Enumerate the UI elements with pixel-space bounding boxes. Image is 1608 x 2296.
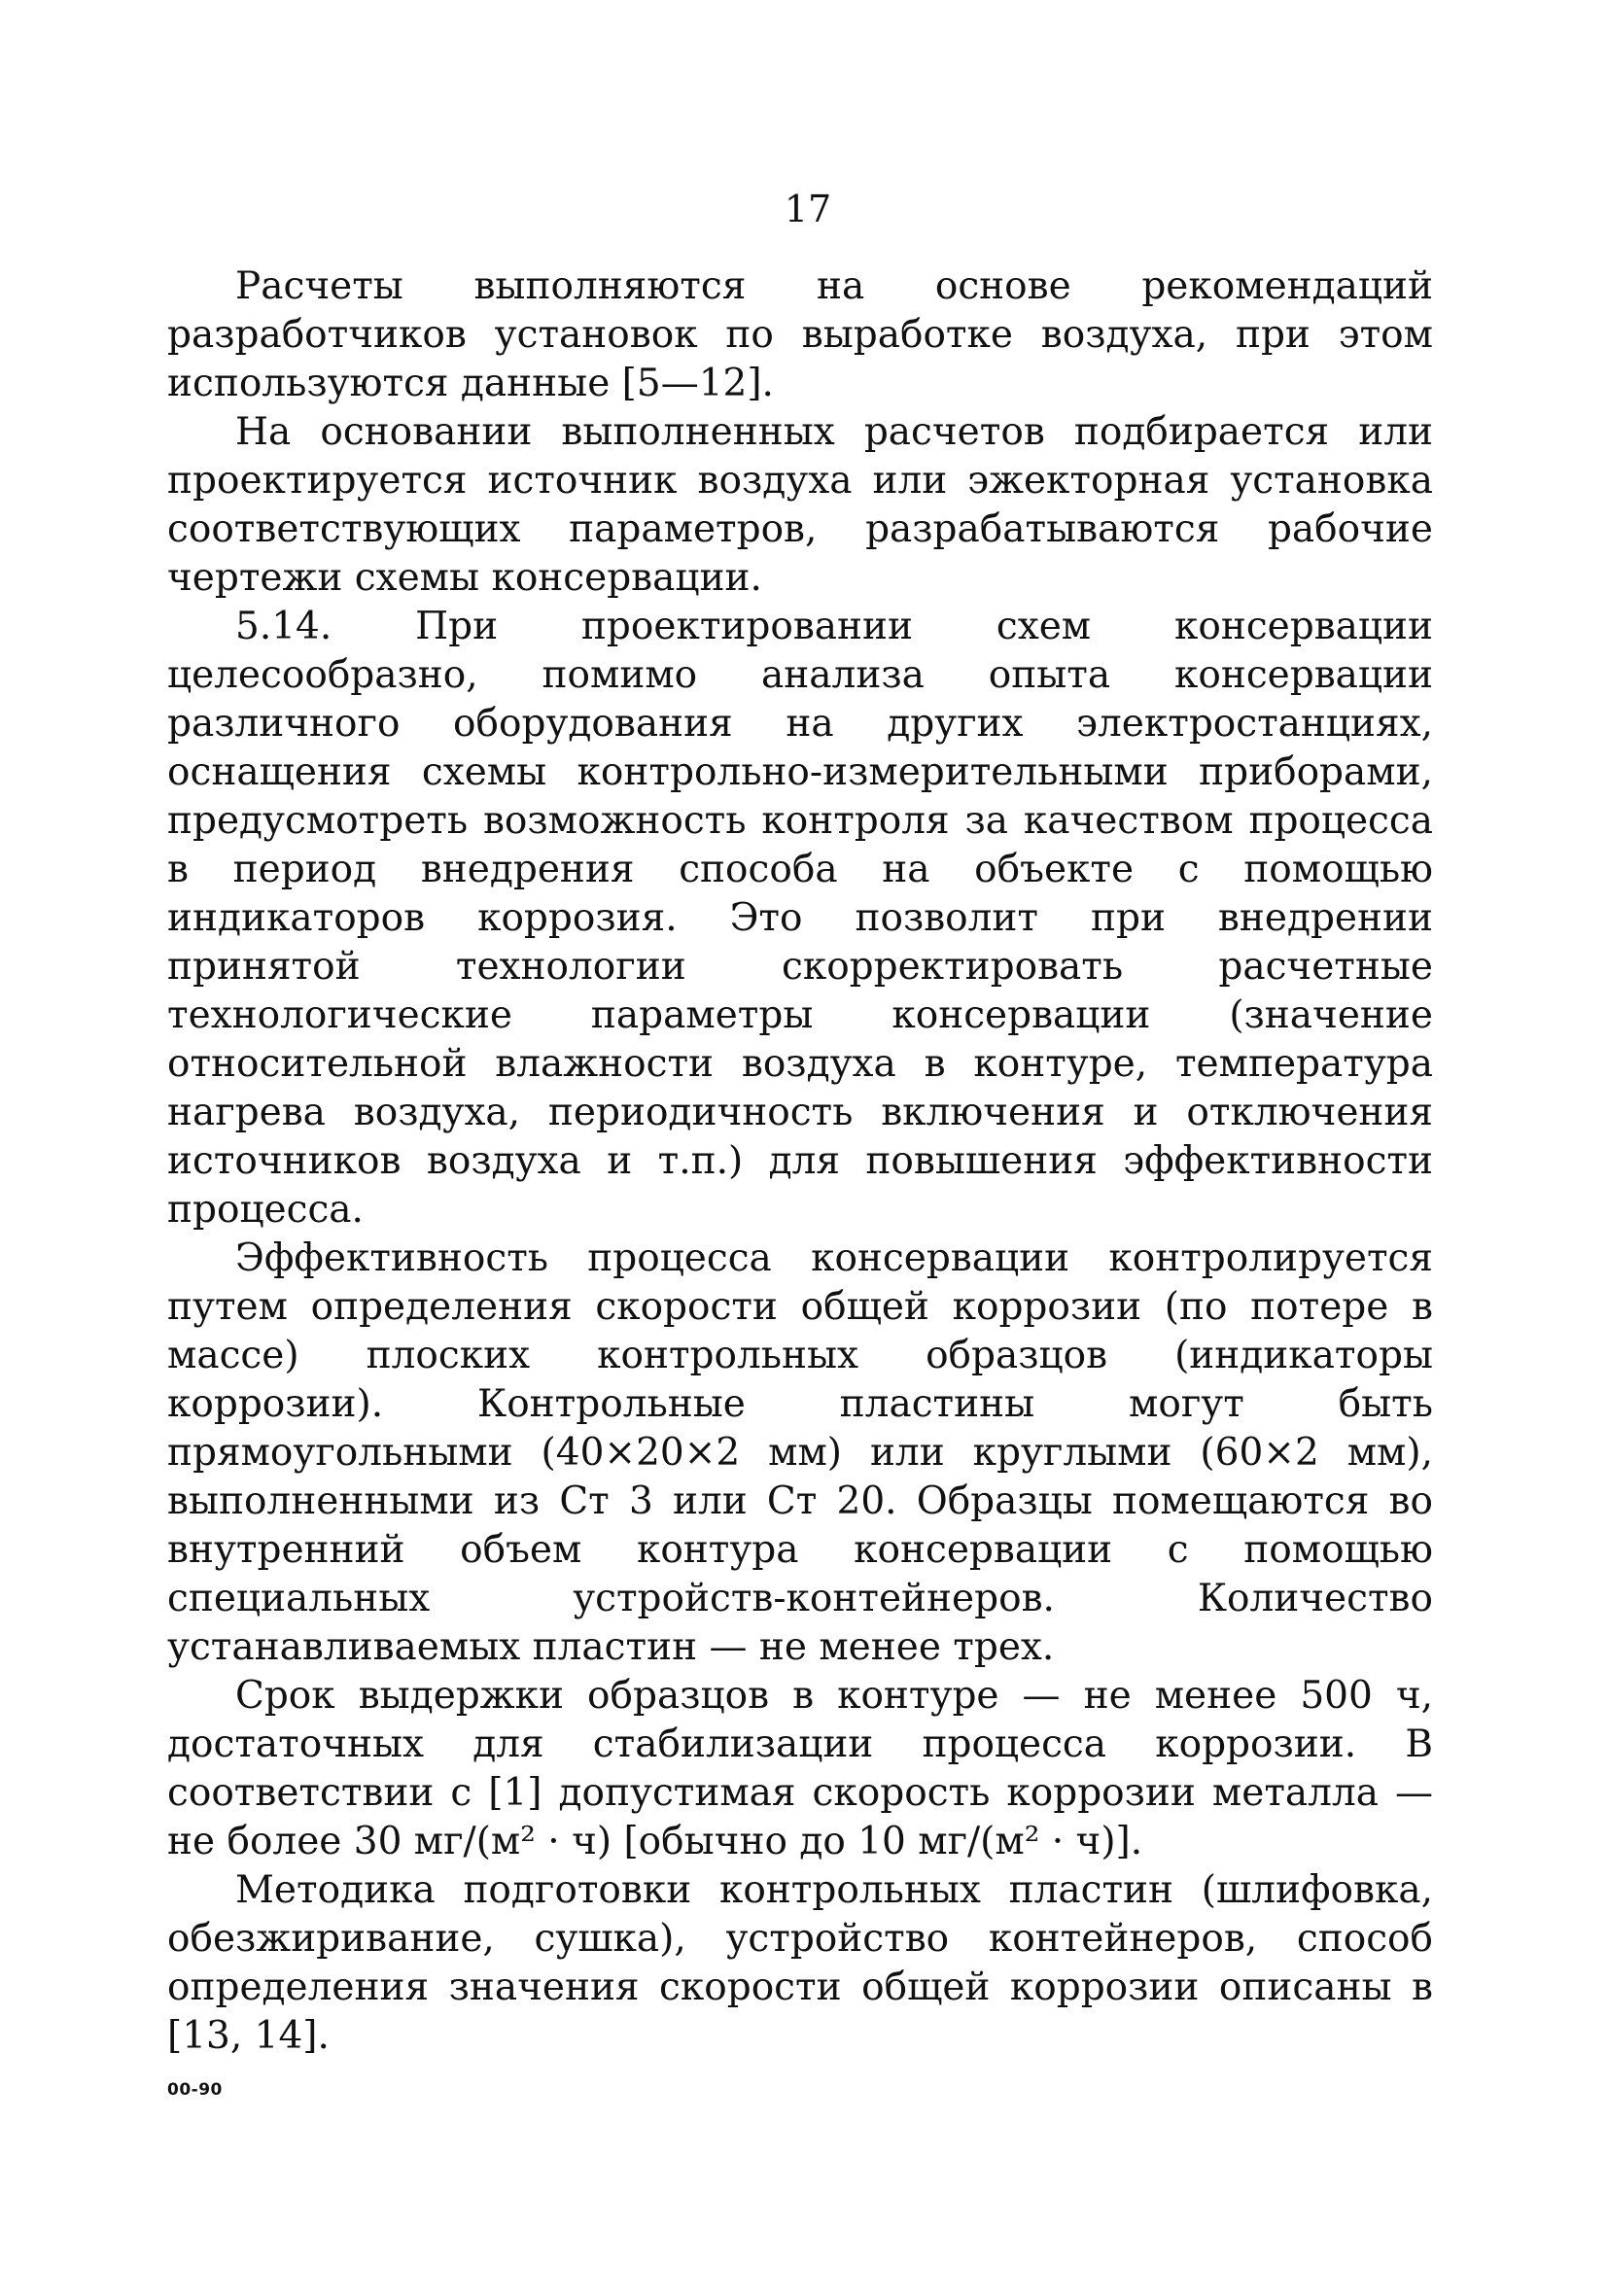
paragraph-calculations: Расчеты выполняются на основе рекомендаций разработчиков установок по выработке воздуха, при этом используются данные [5—12]. <box>167 264 1433 405</box>
paragraph-section-5-14: 5.14. При проектировании схем консервации целесообразно, помимо анализа опыта консервации различного оборудования на других электростанциях, оснащения схемы контрольно-измерительными приборами, предусмотреть возможность контроля за качеством процесса в период внедрения способа на объекте с помощью индикаторов коррозия. Это позволит при внедрении принятой технологии скорректировать расчетные технологические параметры консервации (значение относительной влажности воздуха в контуре, температура нагрева воздуха, периодичность включения и отключения источников воздуха и т.п.) для повышения эффективности процесса. <box>167 605 1433 1232</box>
footer-mark: 00-90 <box>167 2080 223 2100</box>
paragraph-air-source: На основании выполненных расчетов подбирается или проектируется источник воздуха или эжекторная установка соответствующих параметров, разрабатываются рабочие чертежи схемы консервации. <box>167 410 1433 600</box>
paragraph-methodology: Методика подготовки контрольных пластин (шлифовка, обезжиривание, сушка), устройство контейнеров, способ определения значения скорости общей коррозии описаны в [13, 14]. <box>167 1868 1433 2058</box>
page-number <box>0 188 1608 230</box>
document-body <box>167 262 1433 2061</box>
page-number-text: 17 <box>784 188 832 230</box>
paragraph-exposure-time: Срок выдержки образцов в контуре — не менее 500 ч, достаточных для стабилизации процесса коррозии. В соответствии с [1] допустимая скорость коррозии металла — не более 30 мг/(м² · ч) [обычно до 10 мг/(м² · ч)]. <box>167 1674 1433 1863</box>
paragraph-corrosion-control: Эффективность процесса консервации контролируется путем определения скорости общей коррозии (по потере в массе) плоских контрольных образцов (индикаторы коррозии). Контрольные пластины могут быть прямоугольными (40×20×2 мм) или круглыми (60×2 мм), выполненными из Ст 3 или Ст 20. Образцы помещаются во внутренний объем контура консервации с помощью специальных устройств-контейнеров. Количество устанавливаемых пластин — не менее трех. <box>167 1236 1433 1669</box>
